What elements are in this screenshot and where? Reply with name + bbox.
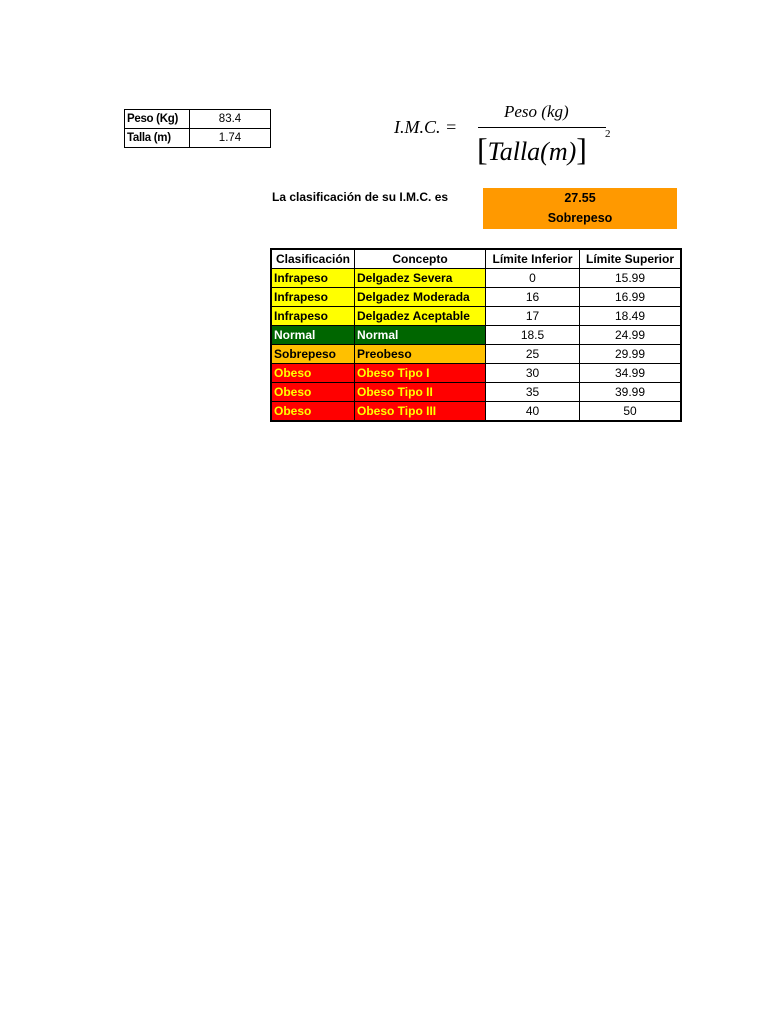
formula-numerator: Peso (kg)	[504, 102, 569, 121]
result-category: Sobrepeso	[547, 211, 613, 225]
table-row	[271, 364, 681, 383]
header-clasificacion: Clasificación	[271, 249, 355, 269]
table-row	[271, 345, 681, 364]
table-row	[271, 383, 681, 402]
cell-limite-superior[interactable]: 15.99	[580, 269, 682, 288]
peso-value-cell[interactable]: 83.4	[190, 110, 271, 129]
cell-limite-superior[interactable]: 34.99	[580, 364, 682, 383]
cell-concepto[interactable]: Delgadez Severa	[355, 269, 486, 288]
cell-limite-superior[interactable]: 39.99	[580, 383, 682, 402]
formula-close-bracket: ]	[576, 131, 587, 167]
cell-concepto[interactable]: Normal	[355, 326, 486, 345]
cell-clasificacion[interactable]: Infrapeso	[271, 269, 355, 288]
cell-concepto[interactable]: Obeso Tipo I	[355, 364, 486, 383]
formula-fraction-bar	[478, 127, 606, 128]
cell-limite-inferior[interactable]: 18.5	[486, 326, 580, 345]
cell-concepto[interactable]: Obeso Tipo II	[355, 383, 486, 402]
table-row	[271, 402, 681, 422]
cell-clasificacion[interactable]: Obeso	[271, 383, 355, 402]
formula-denominator-group	[477, 131, 587, 168]
cell-limite-inferior[interactable]: 25	[486, 345, 580, 364]
cell-clasificacion[interactable]: Sobrepeso	[271, 345, 355, 364]
cell-clasificacion[interactable]: Normal	[271, 326, 355, 345]
classification-table	[270, 248, 682, 422]
formula-denominator: Talla(m)	[487, 137, 577, 166]
input-row-talla	[125, 129, 271, 148]
table-row	[271, 288, 681, 307]
table-body	[271, 269, 681, 422]
cell-limite-superior[interactable]: 29.99	[580, 345, 682, 364]
cell-clasificacion[interactable]: Infrapeso	[271, 288, 355, 307]
talla-label: Talla (m)	[125, 129, 190, 148]
cell-limite-inferior[interactable]: 17	[486, 307, 580, 326]
cell-clasificacion[interactable]: Obeso	[271, 402, 355, 422]
result-label: La clasificación de su I.M.C. es	[272, 190, 449, 204]
cell-concepto[interactable]: Obeso Tipo III	[355, 402, 486, 422]
table-row	[271, 269, 681, 288]
cell-clasificacion[interactable]: Obeso	[271, 364, 355, 383]
header-limite-inferior: Límite Inferior	[486, 249, 580, 269]
imc-formula	[390, 100, 630, 175]
header-concepto: Concepto	[355, 249, 486, 269]
formula-open-bracket: [	[477, 131, 488, 167]
cell-limite-inferior[interactable]: 40	[486, 402, 580, 422]
result-value: 27.55	[564, 191, 596, 205]
cell-concepto[interactable]: Delgadez Moderada	[355, 288, 486, 307]
cell-limite-inferior[interactable]: 16	[486, 288, 580, 307]
cell-limite-superior[interactable]: 50	[580, 402, 682, 422]
header-limite-superior: Límite Superior	[580, 249, 682, 269]
cell-limite-inferior[interactable]: 0	[486, 269, 580, 288]
table-row	[271, 307, 681, 326]
cell-limite-superior[interactable]: 24.99	[580, 326, 682, 345]
talla-value-cell[interactable]: 1.74	[190, 129, 271, 148]
cell-limite-inferior[interactable]: 35	[486, 383, 580, 402]
input-table	[124, 109, 271, 148]
cell-limite-inferior[interactable]: 30	[486, 364, 580, 383]
cell-concepto[interactable]: Preobeso	[355, 345, 486, 364]
cell-concepto[interactable]: Delgadez Aceptable	[355, 307, 486, 326]
formula-exponent: 2	[605, 128, 611, 140]
cell-clasificacion[interactable]: Infrapeso	[271, 307, 355, 326]
table-row	[271, 326, 681, 345]
input-row-peso	[125, 110, 271, 129]
cell-limite-superior[interactable]: 16.99	[580, 288, 682, 307]
formula-lhs: I.M.C. =	[394, 117, 458, 137]
peso-label: Peso (Kg)	[125, 110, 190, 129]
table-header-row	[271, 249, 681, 269]
cell-limite-superior[interactable]: 18.49	[580, 307, 682, 326]
result-box	[483, 188, 677, 229]
